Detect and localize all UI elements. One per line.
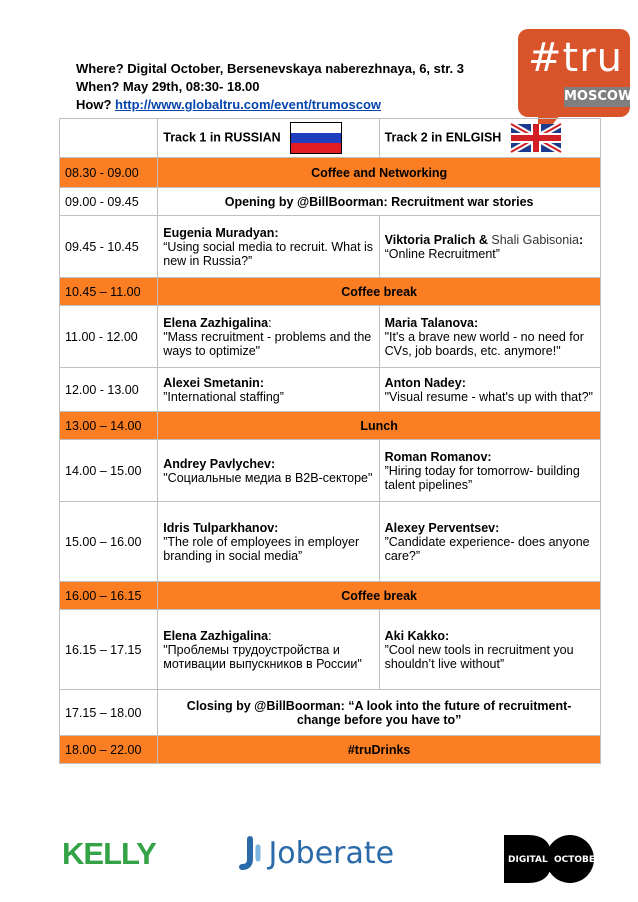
how-line xyxy=(76,96,464,114)
slot-title: Coffee and Networking xyxy=(158,158,601,188)
session-speaker xyxy=(163,316,373,330)
session-speaker: Alexey Perventsev: xyxy=(384,520,500,535)
slot-title: Lunch xyxy=(158,412,601,440)
track2-session xyxy=(379,440,600,502)
do-line1: DIGITAL xyxy=(508,855,548,865)
track2-session xyxy=(379,610,600,690)
slot-time: 08.30 - 09.00 xyxy=(60,158,158,188)
slot-time: 11.00 - 12.00 xyxy=(60,306,158,368)
slot-row xyxy=(60,412,601,440)
slot-row xyxy=(60,690,601,736)
track1-session xyxy=(158,216,379,278)
slot-time: 18.00 – 22.00 xyxy=(60,736,158,764)
slot-row xyxy=(60,368,601,412)
track1-session xyxy=(158,306,379,368)
uk-flag-icon xyxy=(511,124,561,152)
speaker-name-2: Shali Gabisonia xyxy=(491,232,579,247)
slot-time: 17.15 – 18.00 xyxy=(60,690,158,736)
session-speaker: Eugenia Muradyan: xyxy=(163,225,279,240)
track1-session xyxy=(158,502,379,582)
event-header xyxy=(76,60,464,114)
slot-row xyxy=(60,216,601,278)
slot-row xyxy=(60,188,601,216)
speaker-colon: : xyxy=(268,628,272,643)
session-talk: "Социальные медиа в B2B-секторе" xyxy=(163,470,373,485)
session-speaker: Maria Talanova: xyxy=(384,315,479,330)
session-talk: "Visual resume - what's up with that?" xyxy=(384,389,593,404)
tru-logo-city: MOSCOW xyxy=(564,87,630,107)
do-line2: OCTOBER xyxy=(554,855,602,865)
slot-title: Coffee break xyxy=(158,278,601,306)
session-speaker: Aki Kakko: xyxy=(384,628,450,643)
slot-title: Closing by @BillBoorman: “A look into the future of recruitment- change before you have to” xyxy=(158,690,601,736)
session-talk: "Mass recruitment - problems and the ways to optimize" xyxy=(163,329,372,358)
tru-logo-text: #tru xyxy=(528,35,623,81)
speaker-name: Elena Zazhigalina xyxy=(163,628,269,643)
slot-time: 14.00 – 15.00 xyxy=(60,440,158,502)
event-link[interactable]: http://www.globaltru.com/event/trumoscow xyxy=(115,97,382,112)
track2-label: Track 2 in ENLGISH xyxy=(384,130,502,145)
slot-time: 16.15 – 17.15 xyxy=(60,610,158,690)
track1-label: Track 1 in RUSSIAN xyxy=(163,130,281,145)
track1-session xyxy=(158,368,379,412)
slot-time: 09.00 - 09.45 xyxy=(60,188,158,216)
slot-row xyxy=(60,278,601,306)
slot-row xyxy=(60,582,601,610)
digital-october-logo xyxy=(502,833,602,885)
slot-time: 16.00 – 16.15 xyxy=(60,582,158,610)
session-speaker xyxy=(385,233,595,247)
slot-time: 12.00 - 13.00 xyxy=(60,368,158,412)
slot-title: Opening by @BillBoorman: Recruitment war stories xyxy=(158,188,601,216)
russia-flag-icon xyxy=(290,122,342,154)
speaker-name: Viktoria Pralich & xyxy=(384,232,492,247)
track-header-row xyxy=(60,119,601,158)
joberate-mark-icon xyxy=(236,837,264,871)
session-talk: "Проблемы трудоустройства и мотивации выпускников в России" xyxy=(163,642,362,671)
session-talk: ”International staffing” xyxy=(163,389,284,404)
session-talk: ”The role of employees in employer branding in social media” xyxy=(163,534,360,563)
slot-time: 09.45 - 10.45 xyxy=(60,216,158,278)
session-talk: ”Candidate experience- does anyone care?” xyxy=(384,534,590,563)
slot-title: Coffee break xyxy=(158,582,601,610)
session-talk: ”Cool new tools in recruitment you shouldn’t live without” xyxy=(384,642,574,671)
speaker-colon: : xyxy=(578,232,584,247)
session-speaker: Idris Tulparkhanov: xyxy=(163,520,279,535)
slot-title: #truDrinks xyxy=(158,736,601,764)
session-speaker: Alexei Smetanin: xyxy=(163,375,264,390)
track1-session xyxy=(158,440,379,502)
slot-row xyxy=(60,502,601,582)
where-line: Where? Digital October, Bersenevskaya naberezhnaya, 6, str. 3 xyxy=(76,61,465,76)
slot-row xyxy=(60,736,601,764)
when-line: When? May 29th, 08:30- 18.00 xyxy=(76,79,260,94)
slot-row xyxy=(60,306,601,368)
how-label: How? xyxy=(76,97,112,112)
slot-time: 15.00 – 16.00 xyxy=(60,502,158,582)
session-talk: ”Hiring today for tomorrow- building talent pipelines” xyxy=(384,463,580,492)
schedule-table xyxy=(59,118,601,764)
slot-row xyxy=(60,158,601,188)
joberate-logo xyxy=(236,836,394,871)
session-talk: “Using social media to recruit. What is new in Russia?” xyxy=(163,239,374,268)
session-talk: “Online Recruitment” xyxy=(384,246,500,261)
track2-session xyxy=(379,368,600,412)
empty-corner-cell xyxy=(60,119,158,158)
track2-session xyxy=(379,502,600,582)
track2-header xyxy=(379,119,600,158)
session-speaker xyxy=(163,629,373,643)
track1-session xyxy=(158,610,379,690)
session-speaker: Anton Nadey: xyxy=(384,375,466,390)
speaker-colon: : xyxy=(268,315,272,330)
session-speaker: Roman Romanov: xyxy=(384,449,492,464)
slot-row xyxy=(60,440,601,502)
session-speaker: Andrey Pavlychev: xyxy=(163,456,276,471)
slot-row xyxy=(60,610,601,690)
speaker-name: Elena Zazhigalina xyxy=(163,315,269,330)
joberate-text: Joberate xyxy=(268,836,395,871)
session-talk: "It's a brave new world - no need for CVs, job boards, etc. anymore!" xyxy=(384,329,584,358)
slot-time: 10.45 – 11.00 xyxy=(60,278,158,306)
kelly-logo: KELLY xyxy=(62,836,156,871)
track1-header xyxy=(158,119,379,158)
track2-session xyxy=(379,216,600,278)
track2-session xyxy=(379,306,600,368)
slot-time: 13.00 – 14.00 xyxy=(60,412,158,440)
